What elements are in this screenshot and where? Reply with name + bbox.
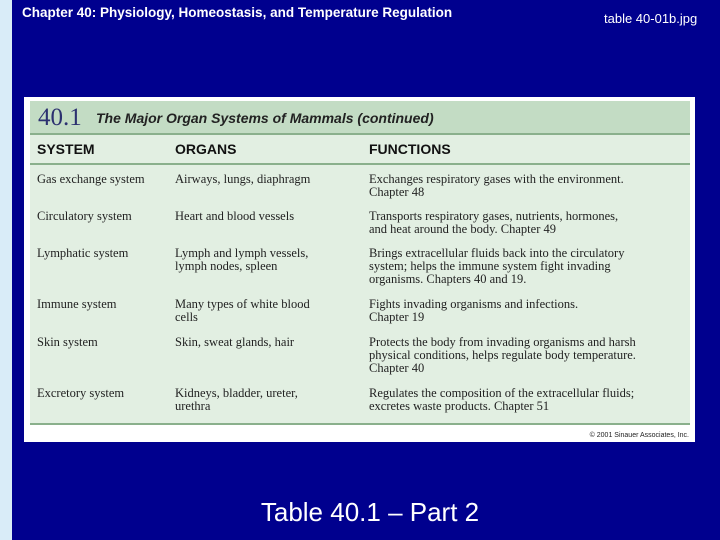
organs-cell: Many types of white blood cells bbox=[175, 297, 310, 324]
table-number: 40.1 bbox=[38, 104, 82, 131]
column-header-functions: FUNCTIONS bbox=[369, 141, 451, 157]
functions-cell: Regulates the composition of the extracellular fluids; excretes waste products. Chapter 51 bbox=[369, 386, 635, 413]
copyright-notice: © 2001 Sinauer Associates, Inc. bbox=[589, 432, 689, 439]
table-caption: The Major Organ Systems of Mammals (continued) bbox=[96, 110, 434, 126]
organs-cell: Lymph and lymph vessels, lymph nodes, spleen bbox=[175, 246, 309, 273]
column-header-organs: ORGANS bbox=[175, 141, 237, 157]
organs-cell: Airways, lungs, diaphragm bbox=[175, 172, 311, 186]
table-body bbox=[30, 165, 690, 425]
functions-cell: Protects the body from invading organisms and harsh physical conditions, helps regulate body temperature. Chapter 40 bbox=[369, 335, 636, 375]
system-cell: Skin system bbox=[37, 335, 98, 349]
column-header-system: SYSTEM bbox=[37, 141, 95, 157]
slide-subtitle: Table 40.1 – Part 2 bbox=[260, 497, 480, 527]
functions-cell: Transports respiratory gases, nutrients, hormones, and heat around the body. Chapter 49 bbox=[369, 209, 619, 236]
system-cell: Lymphatic system bbox=[37, 246, 129, 260]
functions-cell: Exchanges respiratory gases with the environment. Chapter 48 bbox=[369, 172, 624, 199]
functions-cell: Brings extracellular fluids back into the circulatory system; helps the immune system fight invading organisms. Chapters 40 and 19. bbox=[369, 246, 625, 286]
system-cell: Excretory system bbox=[37, 386, 125, 400]
left-edge-strip bbox=[0, 0, 12, 540]
table-header-band bbox=[30, 101, 690, 135]
slide-title: Chapter 40: Physiology, Homeostasis, and Temperature Regulation bbox=[22, 5, 453, 20]
organs-cell: Skin, sweat glands, hair bbox=[175, 335, 295, 349]
organs-cell: Kidneys, bladder, ureter, urethra bbox=[175, 386, 298, 413]
organ-systems-table bbox=[24, 97, 695, 442]
system-cell: Circulatory system bbox=[37, 209, 132, 223]
system-cell: Gas exchange system bbox=[37, 172, 145, 186]
file-name-label: table 40-01b.jpg bbox=[604, 11, 698, 26]
column-header-row bbox=[30, 135, 690, 165]
functions-cell: Fights invading organisms and infections. Chapter 19 bbox=[369, 297, 579, 324]
system-cell: Immune system bbox=[37, 297, 117, 311]
organs-cell: Heart and blood vessels bbox=[175, 209, 295, 223]
